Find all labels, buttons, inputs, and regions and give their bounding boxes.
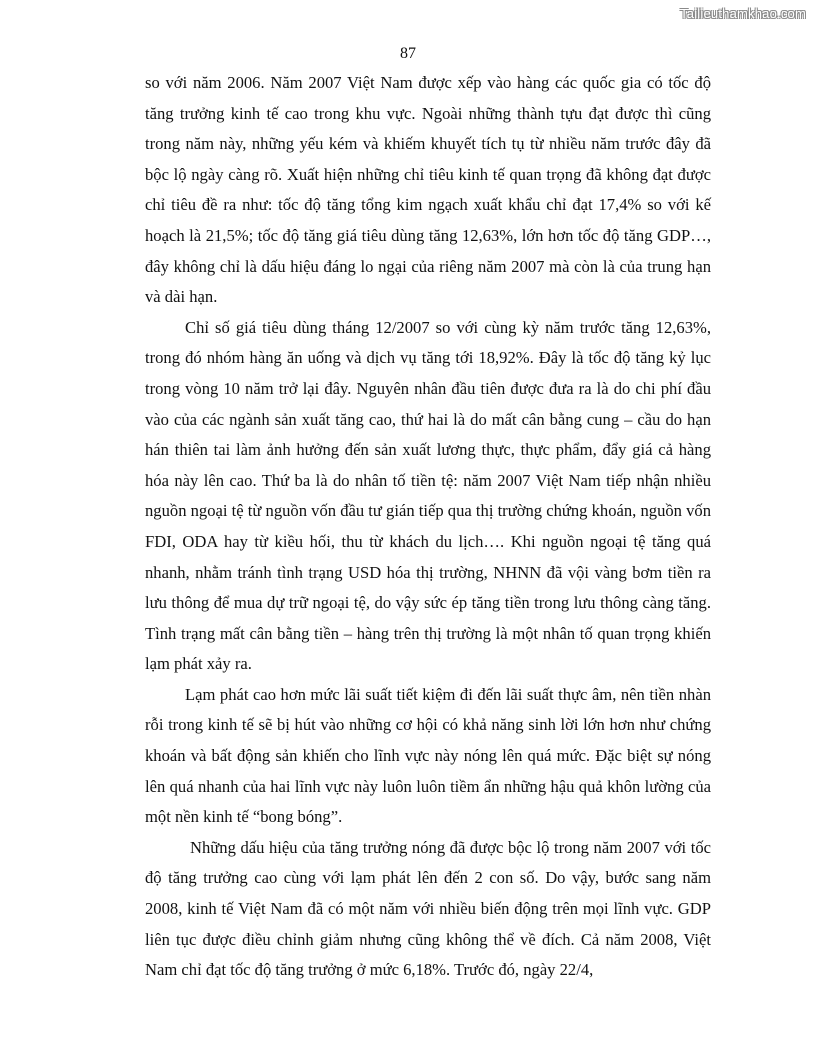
page-number: 87: [400, 45, 416, 62]
paragraph-2: Chỉ số giá tiêu dùng tháng 12/2007 so với cùng kỳ năm trước tăng 12,63%, trong đó nhóm hàng ăn uống và dịch vụ tăng tới 18,92%. Đây là tốc độ tăng kỷ lục trong vòng 10 năm trở lại đây. Nguyên nhân đầu tiên được đưa ra là do chi phí đầu vào của các ngành sản xuất tăng cao, thứ hai là do mất cân bằng cung – cầu do hạn hán thiên tai làm ảnh hưởng đến sản xuất lương thực, thực phẩm, đẩy giá cả hàng hóa này lên cao. Thứ ba là do nhân tố tiền tệ: năm 2007 Việt Nam tiếp nhận nhiều nguồn ngoại tệ từ nguồn vốn đầu tư gián tiếp qua thị trường chứng khoán, nguồn vốn FDI, ODA hay từ kiều hối, thu từ khách du lịch…. Khi nguồn ngoại tệ tăng quá nhanh, nhằm tránh tình trạng USD hóa thị trường, NHNN đã vội vàng bơm tiền ra lưu thông để mua dự trữ ngoại tệ, do vậy sức ép tăng tiền trong lưu thông càng tăng. Tình trạng mất cân bằng tiền – hàng trên thị trường là một nhân tố quan trọng khiến lạm phát xảy ra.: [145, 317, 711, 674]
document-body: [145, 68, 711, 986]
paragraph-4: Những dấu hiệu của tăng trưởng nóng đã được bộc lộ trong năm 2007 với tốc độ tăng trưởng cao cùng với lạm phát lên đến 2 con số. Do vậy, bước sang năm 2008, kinh tế Việt Nam đã có một năm với nhiều biến động trên mọi lĩnh vực. GDP liên tục được điều chỉnh giảm nhưng cũng không thể về đích. Cả năm 2008, Việt Nam chỉ đạt tốc độ tăng trưởng ở mức 6,18%. Trước đó, ngày 22/4,: [145, 837, 711, 980]
paragraph-1: so với năm 2006. Năm 2007 Việt Nam được xếp vào hàng các quốc gia có tốc độ tăng trưởng kinh tế cao trong khu vực. Ngoài những thành tựu đạt được thì cũng trong năm này, những yếu kém và khiếm khuyết tích tụ từ nhiều năm trước đây đã bộc lộ ngày càng rõ. Xuất hiện những chỉ tiêu kinh tế quan trọng đã không đạt được chỉ tiêu đề ra như: tốc độ tăng tổng kim ngạch xuất khẩu chỉ đạt 17,4% so với kế hoạch là 21,5%; tốc độ tăng giá tiêu dùng tăng 12,63%, lớn hơn tốc độ tăng GDP…, đây không chỉ là dấu hiệu đáng lo ngại của riêng năm 2007 mà còn là của trung hạn và dài hạn.: [145, 73, 711, 307]
watermark: Tailieuthamkhao.com: [680, 6, 806, 21]
paragraph-3: Lạm phát cao hơn mức lãi suất tiết kiệm đi đến lãi suất thực âm, nên tiền nhàn rỗi trong kinh tế sẽ bị hút vào những cơ hội có khả năng sinh lời lớn hơn như chứng khoán và bất động sản khiến cho lĩnh vực này nóng lên quá mức. Đặc biệt sự nóng lên quá nhanh của hai lĩnh vực này luôn luôn tiềm ẩn những hậu quả khôn lường của một nền kinh tế “bong bóng”.: [145, 684, 711, 827]
